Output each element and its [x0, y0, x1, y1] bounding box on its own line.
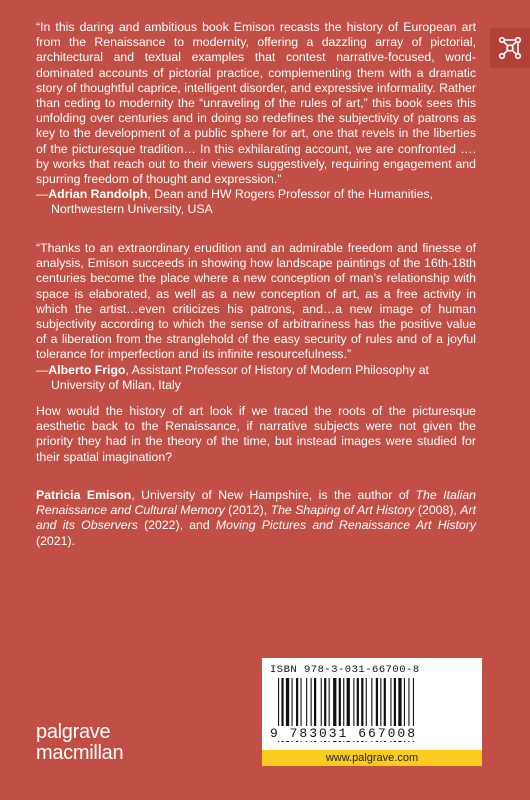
barcode-digits: 9 783031 667008	[270, 726, 418, 741]
book-title: Moving Pictures and Renaissance Art History	[215, 518, 476, 533]
author-bio: Patricia Emison, University of New Hampshire, is the author of The Italian Renaissance and Cultural Memory (2012), The Shaping of Art History (2008), Art and its Observers (2022), and Moving Pictures and Renaissance Art History (2021).	[36, 488, 477, 548]
author-name: Patricia Emison	[36, 488, 132, 502]
endorser-role: , Dean and HW Rogers Professor of the Humanities,	[147, 187, 434, 202]
endorsement-2	[36, 241, 476, 393]
endorser-affiliation: Northwestern University, USA	[51, 202, 213, 217]
publisher-url: www.palgrave.com	[262, 750, 482, 766]
palgrave-network-logo-icon	[497, 35, 523, 61]
endorser-affiliation: University of Milan, Italy	[51, 377, 181, 392]
endorsement-quote: “In this daring and ambitious book Emison recasts the history of European art from the Renaissance to modernity, offering a dazzling array of pictorial, architectural and textual examples that contest narrative-focused, word-dominated accounts of pictorial practice, complementing them with a dramatic story of thoughtful caprice, intelligent disorder, and expressive informality. Rather than ceding to modernity the “unraveling of the rules of art,” this book sees this unfolding over centuries and in doing so redefines the subjectivity of patrons as key to the development of a public sphere for art, one that revels in the liberties of the picturesque tradition… In this exhilarating account, we are confronted …. by works that reach out to their viewers suggestively, requiring engagement and spurring freedom of thought and expression.”	[36, 20, 476, 187]
book-title: Art and its Observers	[36, 503, 477, 533]
isbn-number: ISBN 978-3-031-66700-8	[270, 664, 420, 676]
endorsement-quote: “Thanks to an extraordinary erudition and an admirable freedom and finesse of analysis, Emison succeeds in showing how landscape paintings of the 16th-18th centuries become the place where a new conception of man’s relationship with space is elaborated, as well as a new conception of art, as a free activity in which the artist…even criticizes his patrons, and…a new image of human subjectivity according to which the sense of arbitrariness has the positive value of a liberation from the stranglehold of the easy security of rules and of a joyful tolerance for imperfection and its infinite resourcefulness.”	[36, 241, 476, 362]
endorsement-attribution: —Adrian Randolph, Dean and HW Rogers Professor of the Humanities, Northwestern University, USA	[36, 187, 476, 217]
publisher-logo-badge	[490, 28, 530, 68]
publisher-name-line1: palgrave	[36, 721, 111, 743]
publisher-logo	[36, 722, 123, 764]
publisher-name-line2: macmillan	[36, 742, 124, 764]
endorser-role: , Assistant Professor of History of Modern Philosophy at	[125, 362, 429, 377]
endorser-name: Alberto Frigo	[48, 362, 126, 377]
book-title: The Italian Renaissance and Cultural Memory	[36, 488, 476, 518]
book-title: The Shaping of Art History	[270, 503, 415, 518]
endorsement-1	[36, 20, 476, 218]
endorser-name: Adrian Randolph	[48, 187, 148, 202]
endorsement-attribution: —Alberto Frigo, Assistant Professor of History of Modern Philosophy at University of Milan, Italy	[36, 363, 476, 393]
book-blurb: How would the history of art look if we traced the roots of the picturesque aesthetic back to the Renaissance, if narrative subjects were not given the priority they had in the theory of the time, but instead images were studied for their spatial imagination?	[36, 404, 476, 464]
isbn-barcode	[262, 658, 482, 766]
